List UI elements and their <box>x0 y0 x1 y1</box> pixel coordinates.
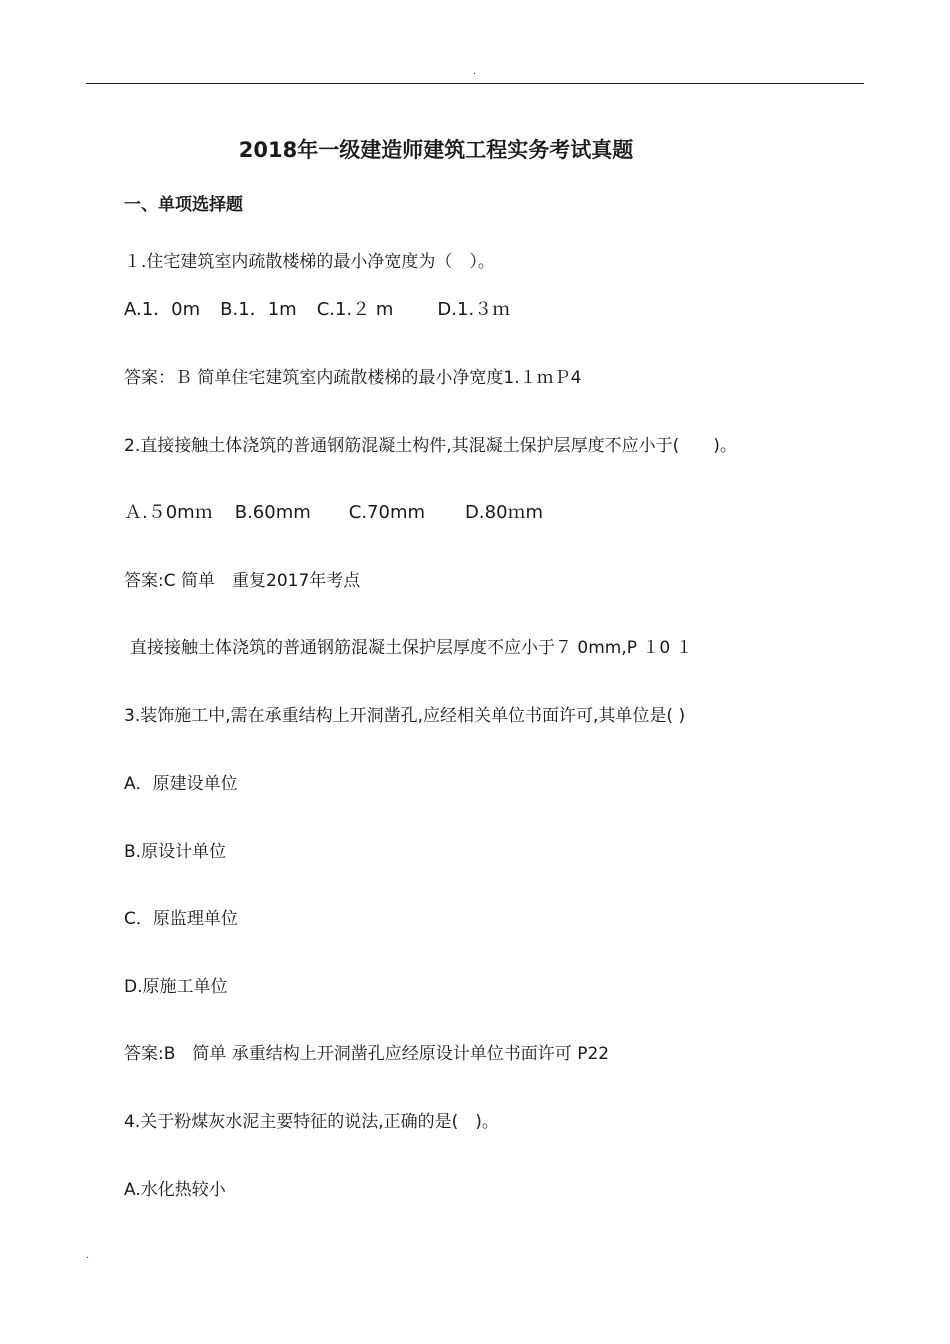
q4-stem: 4.关于粉煤灰水泥主要特征的说法,正确的是( )。 <box>124 1112 499 1132</box>
q2-option-a: Ａ.５0mｍ <box>124 502 213 523</box>
q1-option-a: A.1．0m <box>124 299 201 320</box>
q2-option-d: D.80ｍm <box>465 502 544 523</box>
q3-option-b: B.原设计单位 <box>124 842 227 862</box>
q1-answer: 答案：Ｂ 简单住宅建筑室内疏散楼梯的最小净宽度1.１ｍＰ4 <box>124 368 582 388</box>
q3-option-d: D.原施工单位 <box>124 977 228 997</box>
q2-explanation: 直接接触土体浇筑的普通钢筋混凝土保护层厚度不应小于７ 0mm,P １0 １ <box>130 638 693 658</box>
q1-option-c: C.1.２ m <box>316 299 394 320</box>
header-mark: . <box>473 66 477 77</box>
page-title: 2018年一级建造师建筑工程实务考试真题 <box>238 138 634 162</box>
q2-option-b: B.60mm <box>234 502 311 523</box>
header-rule <box>86 83 864 84</box>
q2-option-c: C.70mm <box>348 502 426 523</box>
q2-answer: 答案:C 简单 重复2017年考点 <box>124 571 361 591</box>
q3-answer: 答案:B 简单 承重结构上开洞凿孔应经原设计单位书面许可 P22 <box>124 1044 610 1064</box>
q3-stem: 3.装饰施工中,需在承重结构上开洞凿孔,应经相关单位书面许可,其单位是( ) <box>124 706 686 726</box>
q1-options <box>124 298 510 322</box>
q3-option-a: A．原建设单位 <box>124 774 238 794</box>
q3-option-c: C．原监理单位 <box>124 909 238 929</box>
q1-stem: １.住宅建筑室内疏散楼梯的最小净宽度为（ ）。 <box>124 252 495 272</box>
q1-option-d: D.1.３ｍ <box>437 299 511 320</box>
q4-option-a: A.水化热较小 <box>124 1180 226 1200</box>
q2-stem: 2.直接接触土体浇筑的普通钢筋混凝土构件,其混凝土保护层厚度不应小于( )。 <box>124 436 737 456</box>
footer-mark: . <box>86 1250 90 1261</box>
q2-options <box>124 501 543 525</box>
q1-option-b: B.1．1m <box>220 299 297 320</box>
section-heading: 一、单项选择题 <box>124 195 243 215</box>
